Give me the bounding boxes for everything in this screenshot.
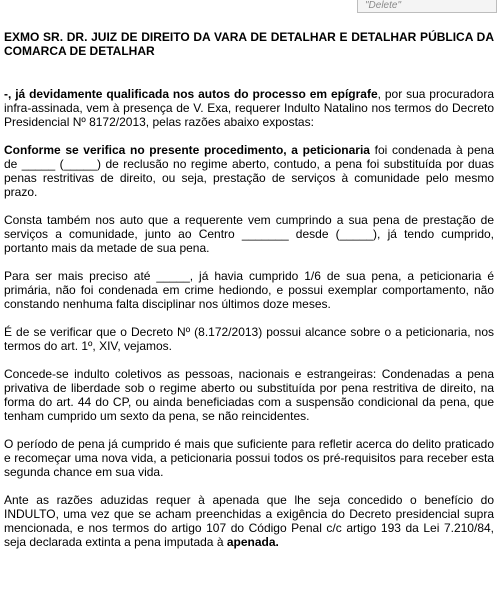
paragraph (4, 325, 494, 353)
paragraph (4, 143, 494, 199)
document-paragraphs (4, 87, 494, 549)
paragraph (4, 493, 494, 549)
text-run: Consta também nos auto que a requerente vem cumprindo a sua pena de prestação de serviços a comunidade, junto ao Centro _______ desde (_____), já tendo cumprido, portanto mais da metade de sua pena. (4, 213, 494, 255)
text-run: foi condenada à pena de _____ (_____) de reclusão no regime aberto, contudo, a pena foi substituída por duas penas restritivas de direito, ou seja, prestação de serviços à comunidade pelo mesmo prazo. (4, 143, 494, 199)
text-run: Para ser mais preciso até _____, já havia cumprido 1/6 de sua pena, a peticionaria é primária, não foi condenada em crime hediondo, e possui exemplar comportamento, não constando nenhuma falta disciplinar nos últimos doze meses. (4, 269, 494, 311)
paragraph (4, 367, 494, 423)
text-run: É de se verificar que o Decreto Nº (8.172/2013) possui alcance sobre o a peticionaria, nos termos do art. 1º, XIV, vejamos. (4, 325, 494, 353)
text-run: Ante as razões aduzidas requer à apenada que lhe seja concedido o benefício do INDULTO, uma vez que se acham preenchidas a exigência do Decreto presidencial supra mencionada, e nos termos do artigo 107 do Código Penal c/c artigo 193 da Lei 7.210/84, seja declarada extinta a pena imputada à (4, 493, 494, 549)
document-body (4, 30, 494, 563)
paragraph (4, 269, 494, 311)
text-run: , por sua procuradora infra-assinada, vem à presença de V. Exa, requerer Indulto Natalino nos termos do Decreto Presidencial Nº 8172/2013, pelas razões abaixo expostas: (4, 87, 494, 129)
delete-button[interactable]: "Delete" (357, 0, 497, 13)
bold-text-run: -, já devidamente qualificada nos autos do processo em epígrafe (4, 87, 378, 101)
text-run: O período de pena já cumprido é mais que suficiente para refletir acerca do delito praticado e recomeçar uma nova vida, a peticionaria possui todos os pré-requisitos para receber esta segunda chance em sua vida. (4, 437, 494, 479)
bold-text-run: Conforme se verifica no presente procedimento, a peticionaria (4, 143, 370, 157)
text-run: Concede-se indulto coletivos as pessoas, nacionais e estrangeiras: Condenadas a pena privativa de liberdade sob o regime aberto ou substituída por pena restritiva de direito, na forma do art. 44 do CP, ou ainda beneficiadas com a suspensão condicional da pena, que tenham cumprido um sexto da pena, se não reincidentes. (4, 367, 494, 423)
paragraph (4, 213, 494, 255)
document-title: EXMO SR. DR. JUIZ DE DIREITO DA VARA DE DETALHAR E DETALHAR PÚBLICA DA COMARCA DE DETALHAR (4, 30, 494, 58)
paragraph (4, 437, 494, 479)
paragraph (4, 87, 494, 129)
bold-text-run: apenada. (226, 535, 279, 549)
